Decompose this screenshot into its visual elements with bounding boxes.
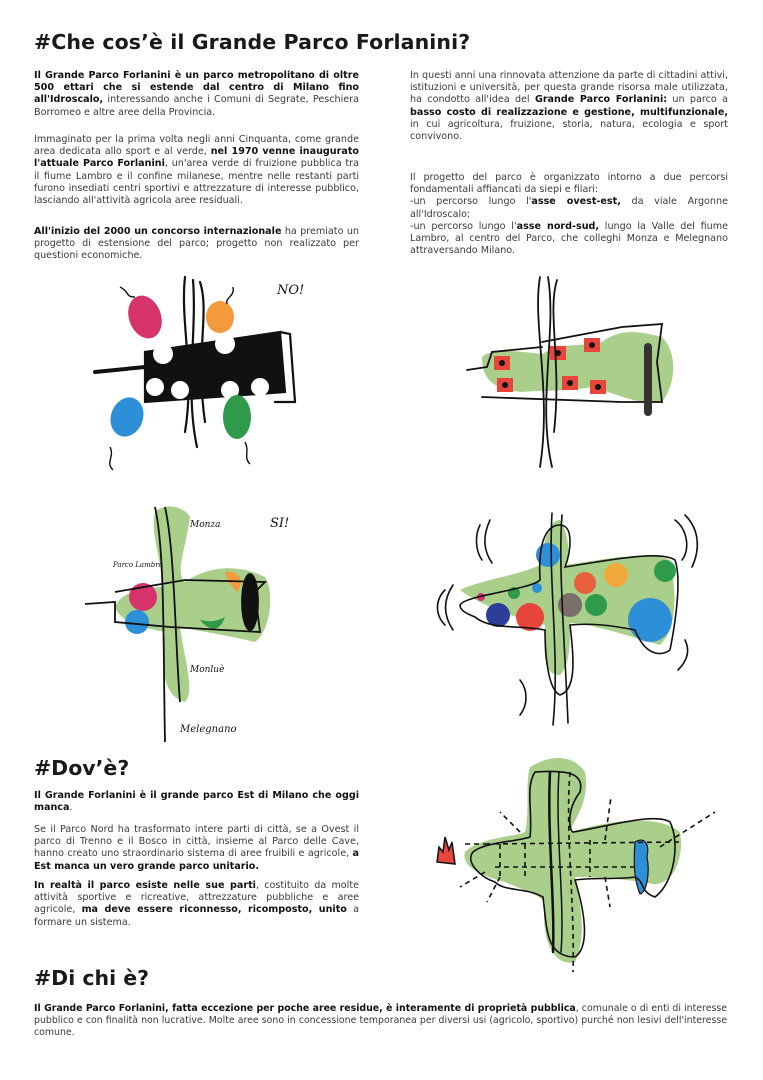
label-parco-lambro: Parco Lambro	[113, 561, 163, 569]
text: , comunale o di enti di interesse pubblico e con finalità non lucrative. Molte aree sono in concessione temporanea per diversi usi (agricolo, sportivo) purché non lesivi dell'interesse comune.	[34, 1003, 727, 1038]
sketch-annotation-si: SI!	[270, 516, 290, 531]
city-icon	[437, 837, 455, 864]
sketch-united-park	[85, 492, 325, 752]
bold-text: basso costo di realizzazione e gestione, multifunzionale,	[410, 106, 728, 118]
text: .	[69, 802, 73, 814]
text: , un'area verde di fruizione pubblica tra il fiume Lambro e il confine milanese, mentre nelle restanti parti furono insediati centri sportivi e attrezzature di interesse pubblico, lasciando all'attività agricola aree residuali.	[34, 158, 359, 207]
blue-mouse	[105, 393, 149, 442]
history-paragraph	[34, 134, 359, 207]
dove-parts-paragraph	[34, 880, 359, 929]
label-melegnano: Melegnano	[180, 724, 237, 735]
green-mouse	[223, 395, 251, 439]
bold-text: nel 1970 venne inaugurato l'attuale Parco Forlanini	[34, 146, 359, 170]
bold-text: a Est manca un vero grande parco unitario.	[34, 848, 359, 872]
competition-paragraph	[34, 226, 359, 263]
sketch-activities	[420, 505, 710, 730]
text: Immaginato per la prima volta negli anni Cinquanta, come grande area dedicata allo sport e al verde,	[34, 134, 359, 158]
magenta-mouse	[122, 291, 167, 343]
text: in cui agricoltura, fruizione, storia, natura, ecologia e sport convivono.	[410, 118, 728, 143]
text: Il progetto del parco è organizzato intorno a due percorsi fondamentali affiancati da siepi e filari:	[410, 172, 728, 196]
bold-text: Il Grande Parco Forlanini, fatta eccezione per poche aree residue, è interamente di proprietà pubblica	[34, 1003, 576, 1014]
idea-paragraph	[410, 70, 728, 143]
page-title: #Che cos’è il Grande Parco Forlanini?	[34, 30, 471, 54]
text: da viale Argonne all'Idroscalo;	[410, 196, 728, 220]
dove-context-paragraph	[34, 824, 359, 873]
bold-text: Grande Parco Forlanini:	[534, 94, 668, 106]
orange-bike-area	[574, 572, 596, 594]
lake-icon	[634, 840, 648, 894]
bold-text: In realtà il parco esiste nelle sue parti	[34, 880, 256, 891]
ownership-paragraph	[34, 1003, 727, 1039]
bold-text: All'inizio del 2000 un concorso internazionale	[34, 226, 282, 237]
label-monlue: Monluè	[190, 665, 225, 675]
orange-mouse	[206, 301, 234, 333]
bold-text: asse nord-sud,	[516, 220, 600, 232]
text: Se il Parco Nord ha trasformato intere parti di città, se a Ovest il parco di Trenno e il Bosco in città, insieme al Parco delle Cave, hanno creato uno straordinario sistema di aree fruibili e agricole,	[34, 824, 359, 860]
section-heading-dove: #Dov’è?	[34, 756, 130, 780]
text: un parco a	[667, 94, 729, 106]
bold-text: Il Grande Parco Forlanini è un parco metropolitano di oltre 500 ettari che si estende dal centro di Milano fino all'Idroscalo,	[34, 70, 359, 106]
text: lungo la Valle del fiume Lambro, al centro del Parco, che colleghi Monza e Melegnano attraversando Milano.	[410, 220, 729, 257]
blue-area	[125, 610, 149, 634]
green-tree-area	[585, 594, 607, 616]
sketch-connections	[425, 752, 725, 977]
text: ha premiato un progetto di estensione del parco; progetto non realizzato per questioni economiche.	[34, 226, 359, 262]
big-blue-area	[628, 598, 672, 642]
intro-paragraph	[34, 70, 359, 119]
label-monza: Monza	[190, 520, 221, 530]
text: -un percorso lungo l'	[410, 220, 517, 232]
sketch-fragmented-park	[85, 272, 335, 472]
project-paragraph	[410, 172, 728, 257]
orange-building-area	[604, 563, 628, 587]
section-heading-di-chi: #Di chi è?	[34, 966, 150, 990]
green-area	[654, 560, 676, 582]
text: a formare un sistema.	[34, 904, 359, 928]
text: interessando anche i Comuni di Segrate, Peschiera Borromeo e altre aree della Provincia.	[34, 94, 359, 118]
text: , costituito da molte attività sportive e ricreative, attrezzature pubbliche e aree agricole,	[34, 880, 359, 916]
bold-text: Il Grande Forlanini è il grande parco Est di Milano che oggi manca	[34, 790, 359, 814]
bold-text: ma deve essere riconnesso, ricomposto, unito	[81, 904, 347, 916]
text: -un percorso lungo l'	[410, 196, 532, 208]
sketch-park-nodes	[462, 272, 677, 472]
bold-text: asse ovest-est,	[531, 196, 621, 208]
dove-lead-paragraph	[34, 790, 359, 814]
text: In questi anni una rinnovata attenzione da parte di cittadini attivi, istituzioni e università, per questa grande risorsa male utilizzata, ha condotto all'idea del	[410, 70, 728, 106]
sketch-annotation-no: NO!	[277, 283, 305, 298]
